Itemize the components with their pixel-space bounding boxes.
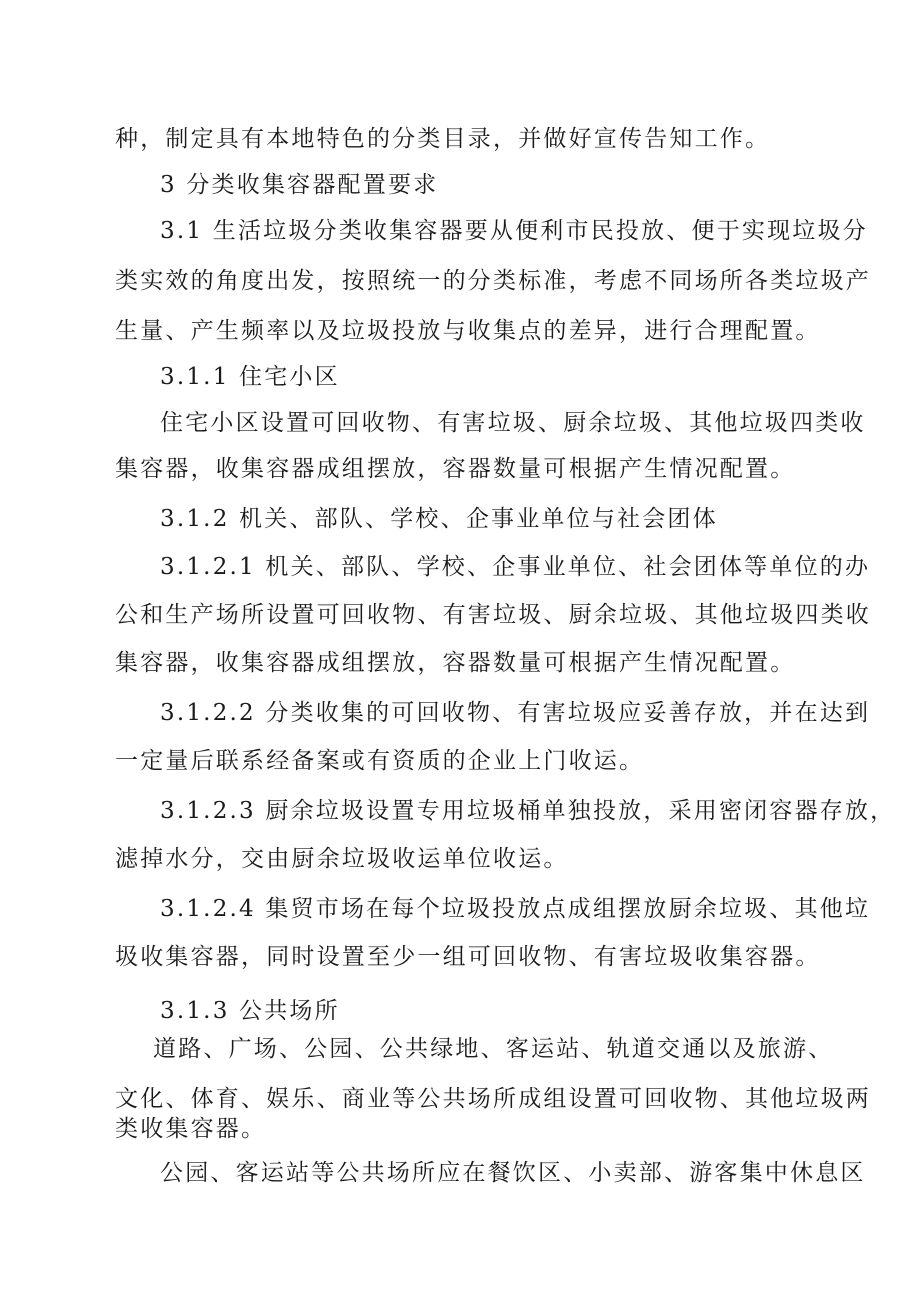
text-line: 住宅小区设置可回收物、有害垃圾、厨余垃圾、其他垃圾四类收: [160, 410, 866, 436]
text-line: 3.1.2.4 集贸市场在每个垃圾投放点成组摆放厨余垃圾、其他垃: [160, 896, 871, 922]
text-line: 3.1.2.2 分类收集的可回收物、有害垃圾应妥善存放，并在达到: [160, 700, 871, 726]
text-line: 集容器，收集容器成组摆放，容器数量可根据产生情况配置。: [115, 456, 796, 482]
section-heading: 3.1.2 机关、部队、学校、企事业单位与社会团体: [160, 506, 718, 532]
text-line: 一定量后联系经备案或有资质的企业上门收运。: [115, 748, 645, 774]
text-line: 集容器，收集容器成组摆放，容器数量可根据产生情况配置。: [115, 650, 796, 676]
text-line: 文化、体育、娱乐、商业等公共场所成组设置可回收物、其他垃圾两: [115, 1086, 871, 1112]
text-line: 公和生产场所设置可回收物、有害垃圾、厨余垃圾、其他垃圾四类收: [115, 602, 871, 628]
section-heading: 3 分类收集容器配置要求: [160, 172, 439, 198]
section-heading: 3.1.1 住宅小区: [160, 364, 340, 390]
text-line: 类收集容器。: [115, 1116, 267, 1142]
section-heading: 3.1.3 公共场所: [160, 998, 340, 1024]
text-line: 3.1 生活垃圾分类收集容器要从便利市民投放、便于实现垃圾分: [160, 218, 868, 244]
text-line: 道路、广场、公园、公共绿地、客运站、轨道交通以及旅游、: [153, 1036, 834, 1062]
text-line: 3.1.2.1 机关、部队、学校、企事业单位、社会团体等单位的办: [160, 554, 871, 580]
text-line: 类实效的角度出发，按照统一的分类标准，考虑不同场所各类垃圾产: [115, 268, 871, 294]
text-line: 3.1.2.3 厨余垃圾设置专用垃圾桶单独投放，采用密闭容器存放，: [160, 798, 896, 824]
text-line: 滤掉水分，交由厨余垃圾收运单位收运。: [115, 846, 569, 872]
text-line: 生量、产生频率以及垃圾投放与收集点的差异，进行合理配置。: [115, 318, 821, 344]
text-line: 圾收集容器，同时设置至少一组可回收物、有害垃圾收集容器。: [115, 944, 821, 970]
text-line: 公园、客运站等公共场所应在餐饮区、小卖部、游客集中休息区: [160, 1160, 866, 1186]
text-line: 种，制定具有本地特色的分类目录，并做好宣传告知工作。: [115, 126, 771, 152]
